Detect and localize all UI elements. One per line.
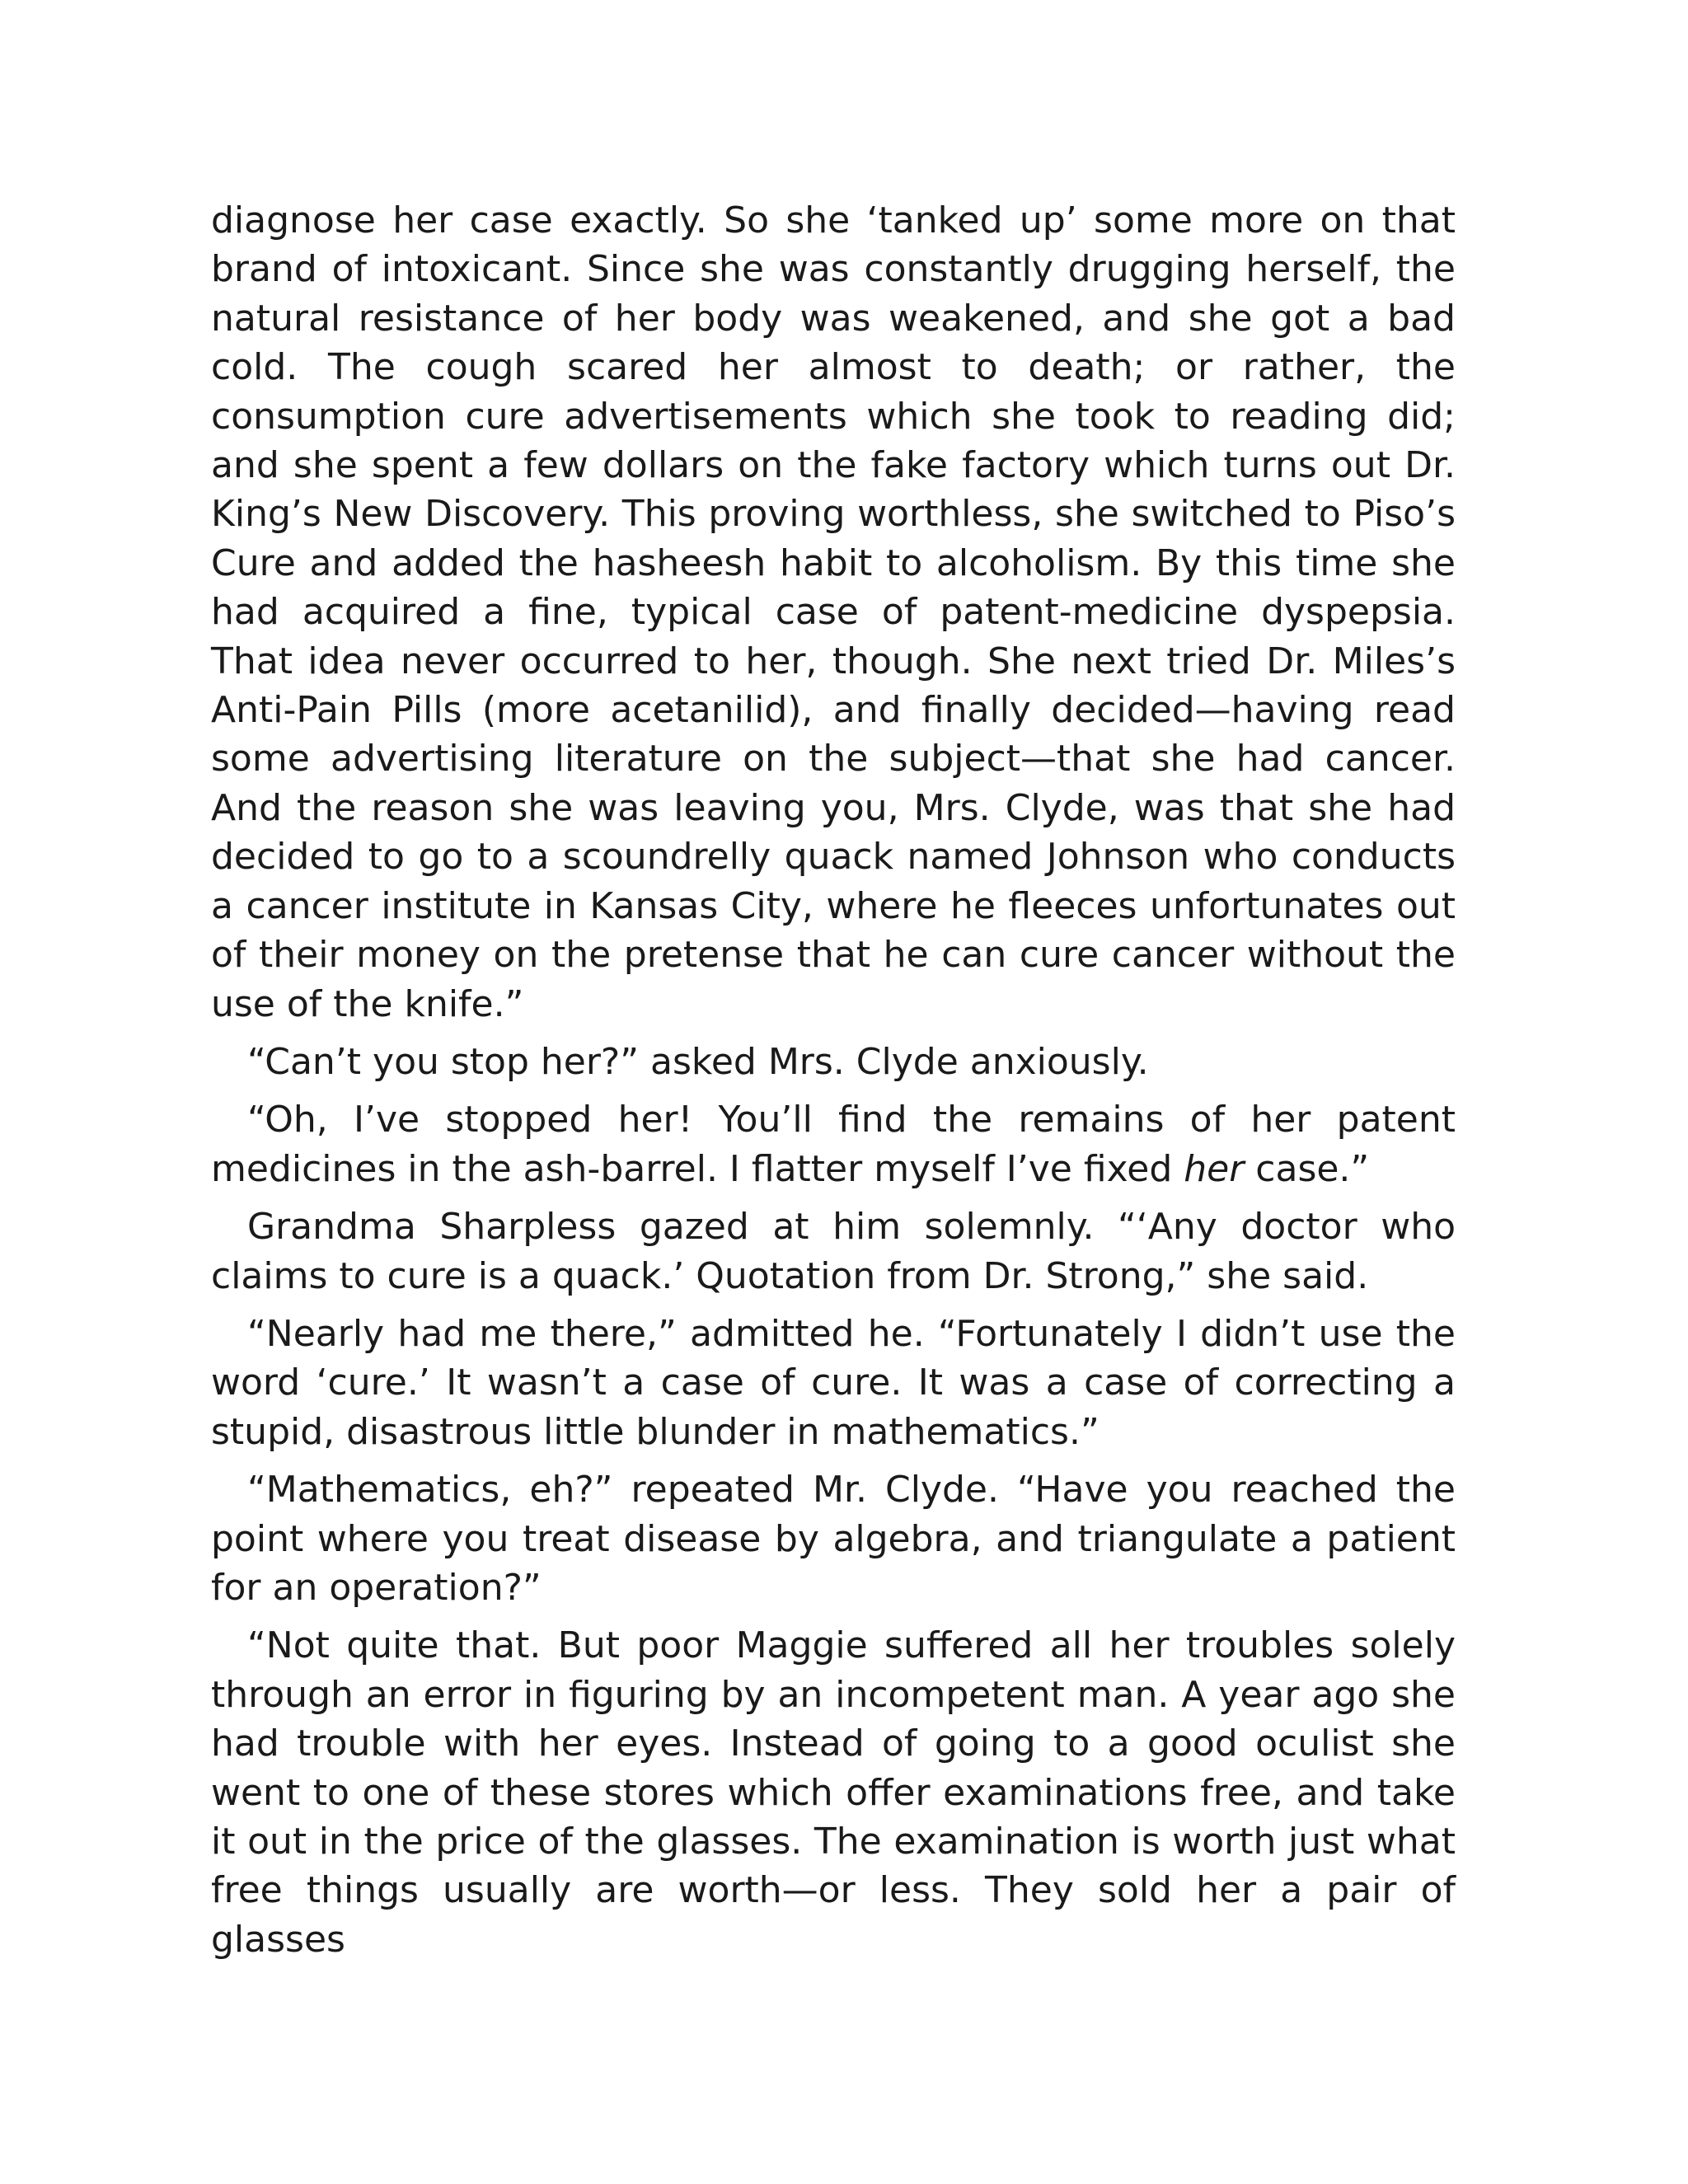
paragraph-text: “Oh, I’ve stopped her! You’ll find the remains of her patent medicines in the ash-barrel. I flatter myself I’ve fixed	[211, 1099, 1456, 1190]
paragraph: “Can’t you stop her?” asked Mrs. Clyde anxiously.	[247, 1040, 1149, 1083]
paragraph-text: case.”	[1244, 1147, 1370, 1190]
paragraph	[211, 1095, 1456, 1193]
paragraph: “Nearly had me there,” admitted he. “Fortunately I didn’t use the word ‘cure.’ It wasn’t a case of cure. It was a case of correcting a stupid, disastrous little blunder in mathematics.”	[211, 1312, 1456, 1453]
paragraph: Grandma Sharpless gazed at him solemnly. “‘Any doctor who claims to cure is a quack.’ Quotation from Dr. Strong,” she said.	[211, 1206, 1456, 1297]
paragraph: “Mathematics, eh?” repeated Mr. Clyde. “Have you reached the point where you treat disease by algebra, and triangulate a patient for an operation?”	[211, 1469, 1456, 1609]
emphasis-text: her	[1184, 1147, 1245, 1190]
paragraph: “Not quite that. But poor Maggie suffered all her troubles solely through an error in figuring by an incompetent man. A year ago she had trouble with her eyes. Instead of going to a good oculist she went to one of these stores which offer examinations free, and take it out in the price of the glasses. The examination is worth just what free things usually are worth—or less. They sold her a pair of glasses	[211, 1624, 1456, 1961]
book-page	[211, 196, 1456, 1973]
paragraph-continued: diagnose her case exactly. So she ‘tanked up’ some more on that brand of intoxicant. Since she was constantly drugging herself, the natural resistance of her body was weakened, and she got a bad cold. The cough scared her almost to death; or rather, the consumption cure advertisements which she took to reading did; and she spent a few dollars on the fake factory which turns out Dr. King’s New Discovery. This proving worthless, she switched to Piso’s Cure and added the hasheesh habit to alcoholism. By this time she had acquired a fine, typical case of patent-medicine dyspepsia. That idea never occurred to her, though. She next tried Dr. Miles’s Anti-Pain Pills (more acetanilid), and finally decided—having read some advertising literature on the subject—that she had cancer. And the reason she was leaving you, Mrs. Clyde, was that she had decided to go to a scoundrelly quack named Johnson who conducts a cancer institute in Kansas City, where he fleeces unfortunates out of their money on the pretense that he can cure cancer without the use of the knife.”	[211, 199, 1456, 1025]
